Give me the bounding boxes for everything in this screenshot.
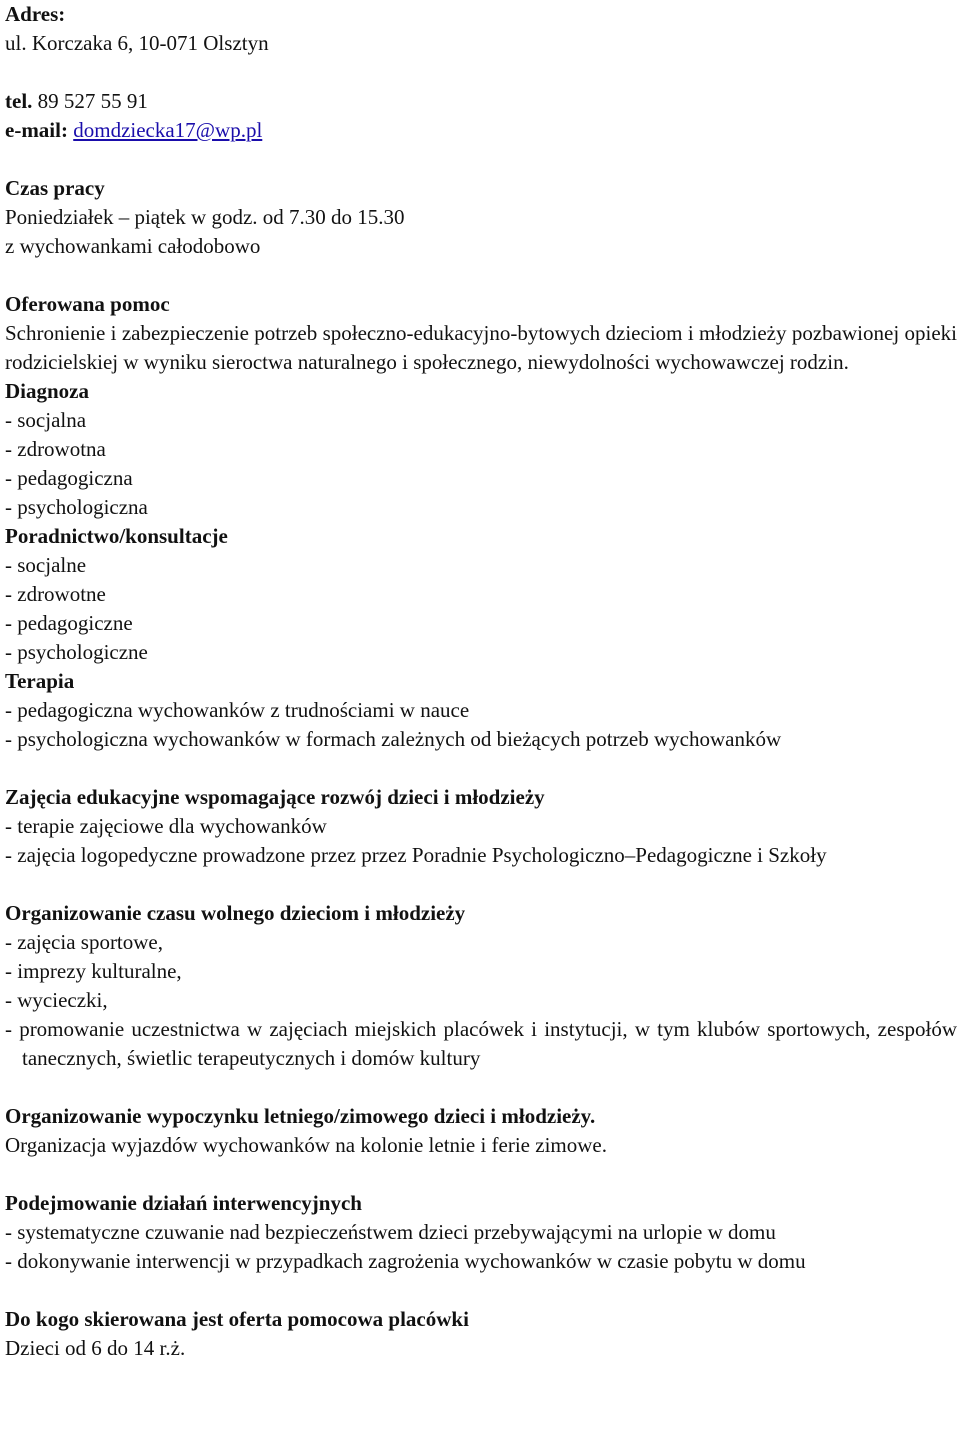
list-item: - zdrowotne [5, 582, 106, 606]
phone-line [5, 87, 957, 116]
list-item: - imprezy kulturalne, [5, 959, 182, 983]
leisure-heading: Organizowanie czasu wolnego dzieciom i młodzieży [5, 901, 466, 925]
list-item: - psychologiczne [5, 640, 148, 664]
list-item: - zajęcia sportowe, [5, 930, 164, 954]
diagnosis-heading: Diagnoza [5, 379, 89, 403]
phone-value: 89 527 55 91 [37, 89, 148, 113]
spacer [5, 754, 957, 783]
list-item: - pedagogiczne [5, 611, 133, 635]
spacer [5, 1073, 957, 1102]
counseling-list [5, 551, 957, 667]
intervention-heading: Podejmowanie działań interwencyjnych [5, 1191, 362, 1215]
hours-heading: Czas pracy [5, 176, 105, 200]
hours-residents: z wychowankami całodobowo [5, 234, 261, 258]
address-heading: Adres: [5, 2, 66, 26]
spacer [5, 1160, 957, 1189]
counseling-heading: Poradnictwo/konsultacje [5, 524, 228, 548]
spacer [5, 145, 957, 174]
document-page [5, 0, 957, 1363]
list-item: - systematyczne czuwanie nad bezpieczeństwem dzieci przebywającymi na urlopie w domu [5, 1220, 776, 1244]
offer-heading: Oferowana pomoc [5, 292, 170, 316]
list-item: - psychologiczna wychowanków w formach zależnych od bieżących potrzeb wychowanków [5, 727, 782, 751]
hours-weekdays: Poniedziałek – piątek w godz. od 7.30 do 15.30 [5, 205, 405, 229]
list-item: - psychologiczna [5, 495, 148, 519]
address-line: ul. Korczaka 6, 10-071 Olsztyn [5, 31, 269, 55]
offer-text: Schronienie i zabezpieczenie potrzeb społeczno-edukacyjno-bytowych dzieciom i młodzieży pozbawionej opieki rodzicielskiej w wyniku sieroctwa naturalnego i społecznego, niewydolności wychowawczej rodzin. [5, 321, 957, 374]
vacation-text: Organizacja wyjazdów wychowanków na kolonie letnie i ferie zimowe. [5, 1133, 607, 1157]
list-item: - wycieczki, [5, 988, 108, 1012]
vacation-heading: Organizowanie wypoczynku letniego/zimowego dzieci i młodzieży. [5, 1104, 596, 1128]
list-item: - zdrowotna [5, 437, 106, 461]
email-label: e-mail: [5, 118, 68, 142]
spacer [5, 58, 957, 87]
list-item: - pedagogiczna wychowanków z trudnościami w nauce [5, 698, 470, 722]
education-heading: Zajęcia edukacyjne wspomagające rozwój dzieci i młodzieży [5, 785, 545, 809]
email-link[interactable]: domdziecka17@wp.pl [73, 118, 263, 142]
list-item: - terapie zajęciowe dla wychowanków [5, 814, 327, 838]
target-text: Dzieci od 6 do 14 r.ż. [5, 1336, 186, 1360]
list-item: - socjalna [5, 408, 87, 432]
list-item: - promowanie uczestnictwa w zajęciach miejskich placówek i instytucji, w tym klubów sportowych, zespołów tanecznych, świetlic terapeutycznych i domów kultury [5, 1017, 957, 1070]
list-item: - dokonywanie interwencji w przypadkach zagrożenia wychowanków w czasie pobytu w domu [5, 1249, 806, 1273]
diagnosis-list [5, 406, 957, 522]
list-item: - pedagogiczna [5, 466, 133, 490]
email-line [5, 116, 957, 145]
target-heading: Do kogo skierowana jest oferta pomocowa placówki [5, 1307, 469, 1331]
list-item: - socjalne [5, 553, 87, 577]
spacer [5, 1276, 957, 1305]
leisure-list [5, 928, 957, 1015]
phone-label: tel. [5, 89, 33, 113]
therapy-list [5, 696, 957, 754]
therapy-heading: Terapia [5, 669, 75, 693]
list-item: - zajęcia logopedyczne prowadzone przez przez Poradnie Psychologiczno–Pedagogiczne i Szkoły [5, 843, 827, 867]
spacer [5, 870, 957, 899]
spacer [5, 261, 957, 290]
